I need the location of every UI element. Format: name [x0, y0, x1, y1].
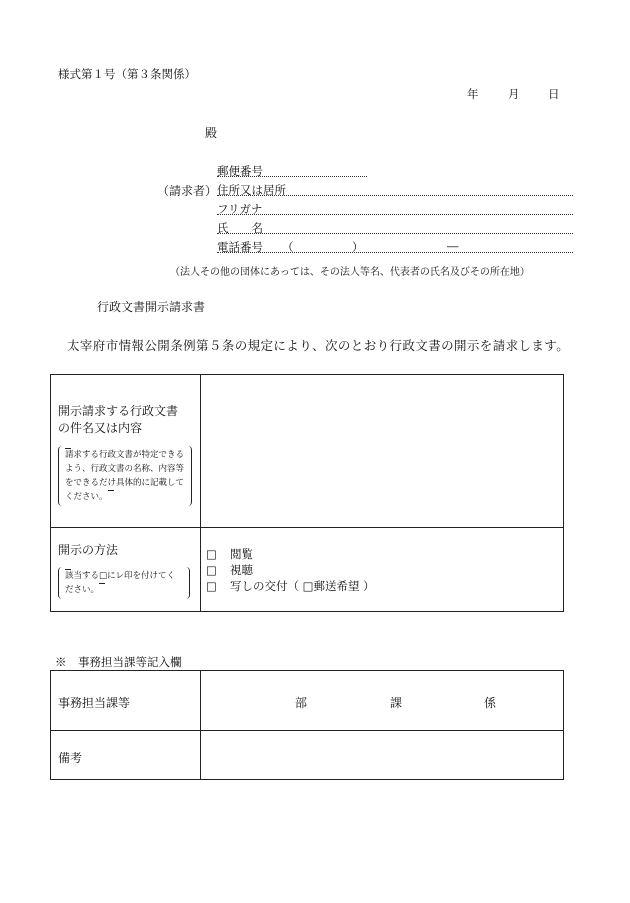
method-option-view[interactable]: [206, 546, 253, 562]
intro-text: 太宰府市情報公開条例第５条の規定により、次のとおり行政文書の開示を請求します。: [67, 338, 570, 353]
corporation-note: （法人その他の団体にあっては、その法人等名、代表者の氏名及びその所在地）: [170, 267, 530, 278]
remarks-label: 備考: [58, 751, 83, 765]
checkbox-icon[interactable]: □: [206, 547, 217, 561]
addressee-suffix: 殿: [205, 126, 218, 140]
doc-name-input[interactable]: [201, 375, 562, 527]
method-option-label: 写しの交付（ □郵送希望 ）: [230, 579, 375, 593]
method-option-label: 閲覧: [230, 547, 253, 561]
date-year-label: 年: [467, 87, 479, 101]
method-option-copy[interactable]: [206, 578, 375, 594]
document-title: 行政文書開示請求書: [97, 300, 206, 314]
address-field[interactable]: [217, 195, 573, 196]
address-label: 住所又は居所: [217, 183, 286, 197]
phone-paren-open: （: [282, 240, 294, 254]
remarks-input[interactable]: [201, 731, 562, 778]
phone-label: 電話番号: [217, 240, 263, 254]
doc-name-label-line1: 開示請求する行政文書: [58, 404, 179, 418]
doc-name-label-line2: の件名又は内容: [58, 421, 143, 435]
method-option-listen[interactable]: [206, 562, 253, 578]
checkbox-icon[interactable]: □: [206, 579, 217, 593]
postal-code-field[interactable]: [217, 176, 367, 177]
admin-section-heading: ※ 事務担当課等記入欄: [55, 655, 182, 669]
method-option-label: 視聴: [230, 563, 253, 577]
unit-ka: 課: [390, 696, 403, 710]
date-day-label: 日: [548, 87, 560, 101]
method-label: 開示の方法: [58, 543, 119, 557]
name-field[interactable]: [217, 233, 573, 234]
phone-field[interactable]: [217, 252, 573, 253]
request-table-row-divider: [50, 527, 563, 528]
checkbox-icon[interactable]: □: [206, 563, 217, 577]
postal-code-label: 郵便番号: [217, 164, 263, 178]
name-label: 氏 名: [217, 221, 263, 235]
method-note: 該当する□にレ印を付けてください。: [58, 567, 190, 599]
furigana-label: フリガナ: [217, 202, 263, 216]
phone-paren-close: ）: [352, 240, 364, 254]
doc-name-note: 請求する行政文書が特定できるよう、行政文書の名称、内容等をできるだけ具体的に記載してください。: [58, 446, 192, 506]
date-month-label: 月: [508, 87, 520, 101]
unit-kakari: 係: [484, 696, 497, 710]
unit-bu: 部: [295, 696, 308, 710]
dept-label: 事務担当課等: [58, 696, 131, 710]
phone-dash: ―: [447, 239, 459, 253]
form-id: 様式第１号（第３条関係）: [58, 67, 196, 81]
furigana-field[interactable]: [217, 214, 573, 215]
requester-label: （請求者）: [157, 184, 218, 198]
